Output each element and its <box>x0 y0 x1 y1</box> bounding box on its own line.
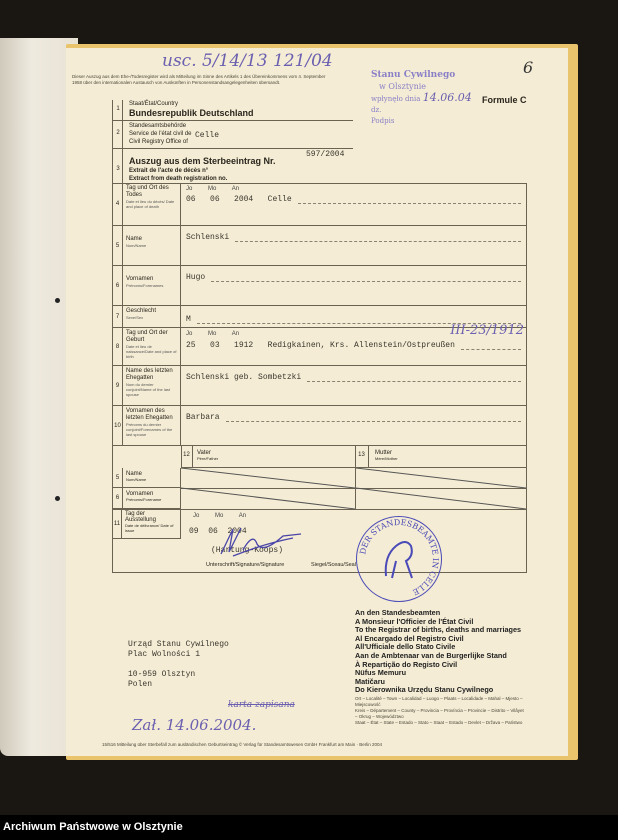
official-seal <box>356 516 442 602</box>
forenames-value: Hugo <box>186 273 206 282</box>
field-label: Tag und Ort des Todes Date et lieu du décès/ Date and place of death <box>123 183 181 225</box>
punch-hole <box>55 298 60 303</box>
field-number: 13 <box>355 446 369 468</box>
handwritten-birth-annotation: III-23/1912 <box>450 323 524 338</box>
surname-value: Schlenski <box>186 233 230 242</box>
field-label: Auszug aus dem Sterbeeintrag Nr. Extrait de l'acte de décès n° Extract from death registration no. <box>129 156 276 182</box>
stamp-line <box>371 92 472 105</box>
field-number: 10 <box>113 406 123 445</box>
official-signature <box>213 524 303 558</box>
stamp-line: Podpis <box>371 117 395 125</box>
address-line: Urząd Stanu Cywilnego <box>128 640 229 649</box>
field-label: Vornamen Prénoms/Forenames <box>123 266 181 305</box>
death-certificate-extract <box>66 48 568 756</box>
handwritten-note: Zał. 14.06.2004. <box>132 716 257 734</box>
place-terms: Ort – Localité – Town – Localidad – Luogo – Plaats – Localidade – Mahal – Mjesto – Miejscowość Kreis – Département – County – Provincia – Província – Provincie – Distrito – Vilâyet – Okrug – Województwo Staat – État – State – Estado – Stato – Staat – Estado – Devlet – Država – Państwo <box>355 696 524 725</box>
address-line: Plac Wolności 1 <box>128 650 201 659</box>
archive-caption: Archiwum Państwowe w Olsztynie <box>0 815 618 840</box>
official-name: (Hartung-Koops) <box>211 546 284 555</box>
extract-number-value: 597/2004 <box>306 150 345 159</box>
stamp-date: 14.06.04 <box>422 91 472 104</box>
svg-text:DER STANDESBEAMTE IN CELLE <box>358 518 440 597</box>
address-line: 10-959 Olsztyn <box>128 670 196 679</box>
page-number: 6 <box>523 58 534 77</box>
field-label: Name des letzten Ehegatten Nom du dernier conjoint/Name of the last spouse <box>123 366 181 405</box>
handwritten-reference: usc. 5/14/13 121/04 <box>162 51 333 71</box>
field-number: 12 <box>181 446 193 468</box>
field-number: 2 <box>116 130 120 136</box>
parent-name-label: 5 Name Nom/Name <box>112 468 181 488</box>
field-label: Tag und Ort der Geburt Date et lieu de naissance/Date and place of birth <box>123 328 181 365</box>
date-column-headers: Jo Mo An <box>186 186 240 192</box>
formule-label: Formule C <box>482 95 527 105</box>
field-number: 1 <box>116 106 120 112</box>
issue-date-label: 11 Tag der Ausstellung Date de délivrance/ Date of issue <box>112 509 181 539</box>
field-number: 5 <box>113 226 123 265</box>
field-label: Standesamtsbehörde Service de l'état civil de Civil Registry Office of <box>129 123 192 145</box>
field-number: 7 <box>113 306 123 327</box>
struck-note: karta zapisana <box>228 700 295 710</box>
field-number: 4 <box>113 183 123 225</box>
field-number: 8 <box>113 328 123 365</box>
stamp-line: dz. <box>371 106 382 114</box>
row-spouse-name <box>112 366 527 406</box>
parent-forenames-label: 6 Vornamen Prénoms/Forename <box>112 488 181 509</box>
field-number: 3 <box>116 166 120 172</box>
birth-date-place: 25 03 1912 Redigkainen, Krs. Allenstein/Ostpreußen <box>186 341 521 350</box>
row-name <box>112 226 527 266</box>
field-number: 6 <box>113 266 123 305</box>
spouse-forenames-value: Barbara <box>186 413 220 422</box>
field-label: Name Nom/Name <box>123 226 181 265</box>
field-number: 9 <box>113 366 123 405</box>
seal-label: Siegel/Sceau/Seal <box>311 562 356 568</box>
father-label: Vater Père/Father <box>197 450 219 461</box>
death-date-place: 06 06 2004 Celle <box>186 195 521 204</box>
addressee-block: An den Standesbeamten A Monsieur l'Officier de l'État Civil To the Registrar of births, deaths and marriages Al Encargado del Registro Civil All'Ufficiale dello Stato Civile Aan de Ambtenaar van de Burgerlijke Stand À Repartição do Registo Civil Nüfus Memuru Matičaru Do Kierownika Urzędu Stanu Cywilnego <box>355 608 522 695</box>
stamp-received-label: wpłynęło dnia <box>371 95 421 103</box>
row-birth: 8 Tag und Ort der Geburt Date et lieu de naissance/Date and place of birth Jo Mo An 25 03 1912 Redigkainen, Krs. Allenstein/Ostpreußen III-23/1912 <box>112 328 527 366</box>
form-footer: 15/516 Mitteilung über Sterbefall zum ausländischen Geburtseintrag © Verlag für Standesamtswesen GmbH Frankfurt am Main · Berlin 2004 <box>102 742 382 747</box>
parents-and-issue-section <box>112 446 527 573</box>
punch-hole <box>55 496 60 501</box>
country-value: Bundesrepublik Deutschland <box>129 108 254 118</box>
mother-label: Mutter Mère/Mother <box>375 450 398 461</box>
row-death <box>112 183 527 226</box>
seal-text: DER STANDESBEAMTE IN CELLE <box>358 517 441 597</box>
header-note: Dieser Auszug aus dem Ehe-/Todesregister wird als Mitteilung im Sinne des Artikels 1 des Übereinkommens vom 4. September 1958 über den internationalen Austausch von Auskünften in Personenstandsangelegenheiten übersandt. <box>72 74 326 85</box>
stamp-line: w Olsztynie <box>379 82 427 91</box>
recipient-address <box>128 640 229 690</box>
signature-label: Unterschrift/Signature/Signature <box>206 562 285 568</box>
header-fields <box>112 100 352 184</box>
field-label: Geschlecht Sexe/Sex <box>123 306 181 327</box>
row-forenames <box>112 266 527 306</box>
issue-date-value: 09 06 2004 <box>189 527 247 536</box>
row-spouse-forenames <box>112 406 527 446</box>
address-line: Polen <box>128 680 153 689</box>
field-label: Staat/État/Country <box>129 101 179 107</box>
stamp-line: Stanu Cywilnego <box>371 70 456 80</box>
sex-value: M <box>186 315 191 324</box>
spouse-name-value: Schlenski geb. Sombetzki <box>186 373 302 382</box>
date-column-headers: Jo Mo An <box>193 513 247 519</box>
field-label: Vornamen des letzten Ehegatten Prénoms du dernier conjoint/Forenames of the last spouse <box>123 406 181 445</box>
strike-through-lines <box>181 468 526 510</box>
received-stamp <box>371 70 472 127</box>
registry-office-value: Celle <box>195 131 220 140</box>
